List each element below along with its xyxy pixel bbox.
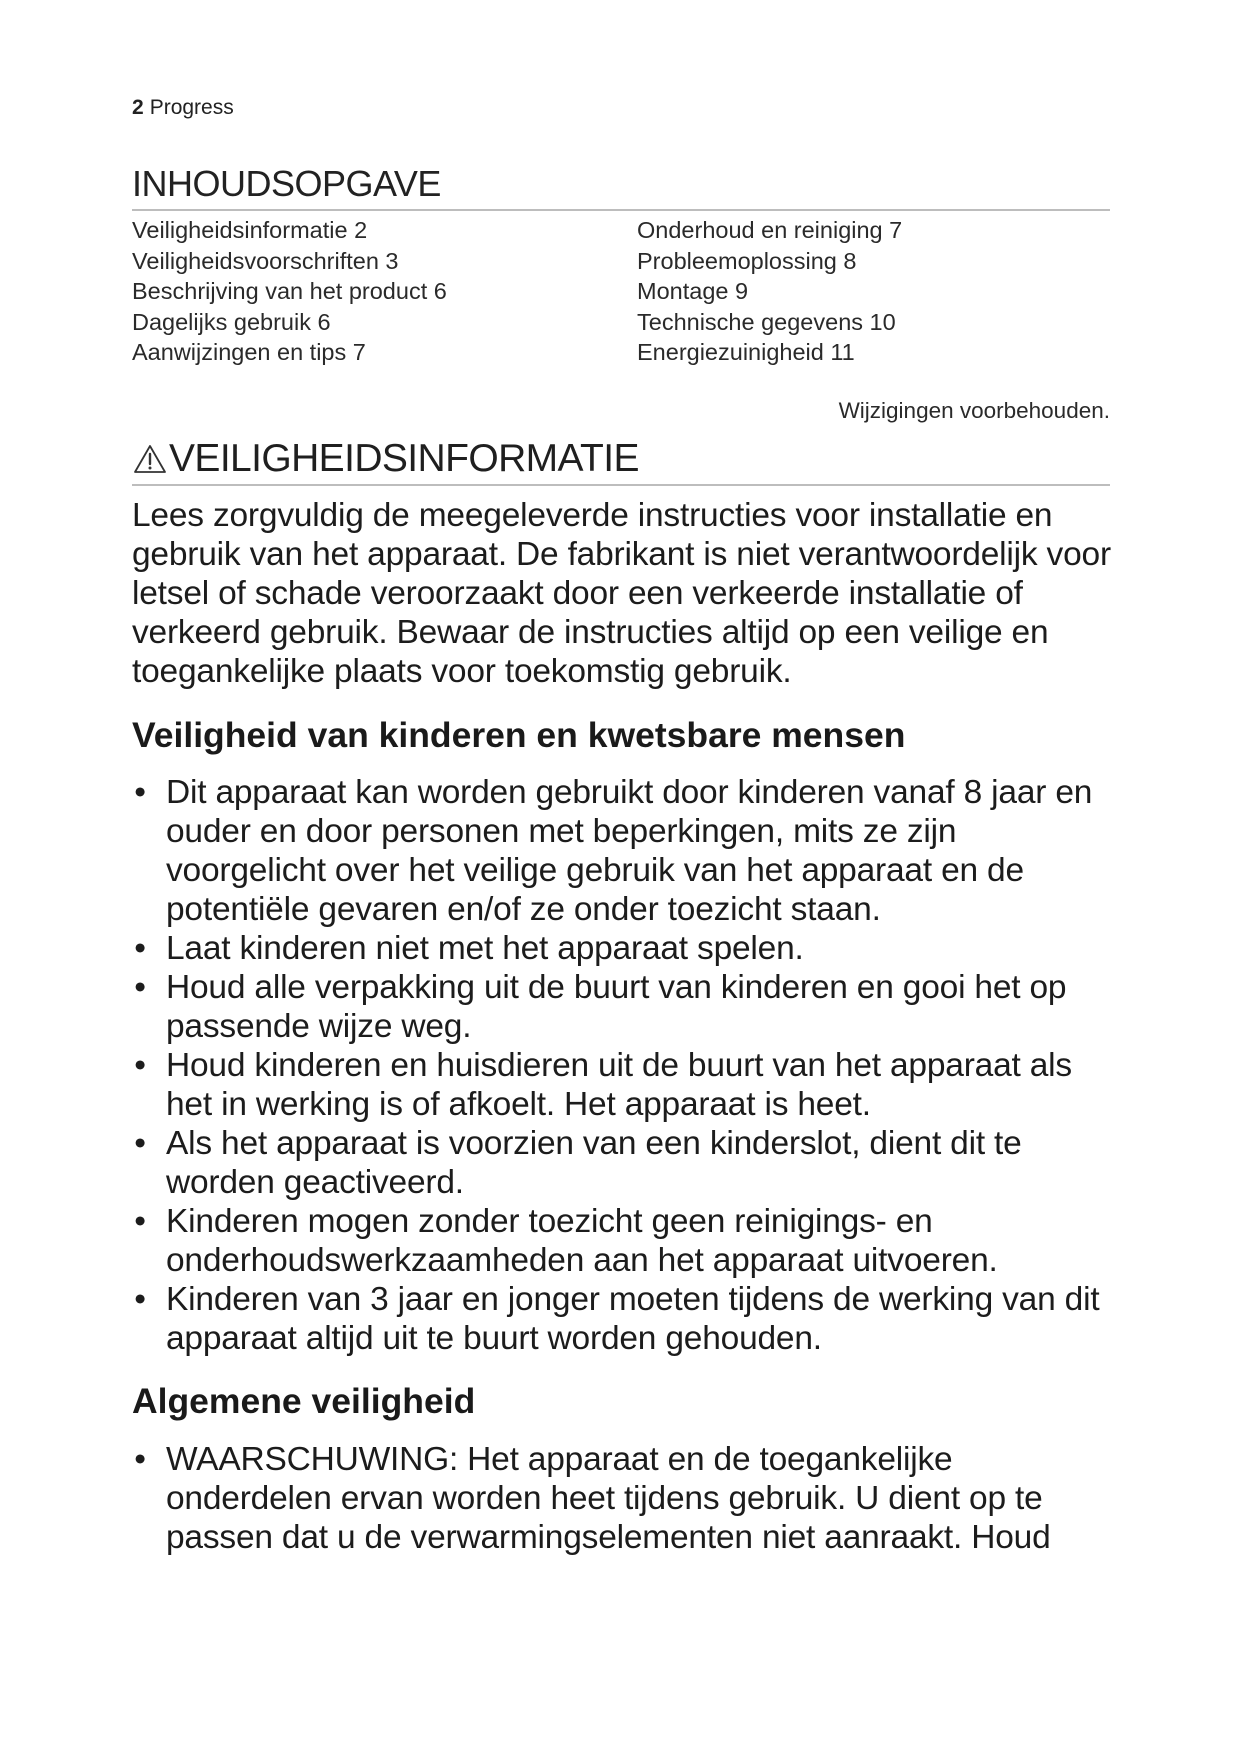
bullet-icon: • — [134, 1281, 146, 1318]
toc-item[interactable]: Veiligheidsinformatie 2 — [132, 217, 368, 243]
list-item-text: Dit apparaat kan worden gebruikt door kinderen vanaf 8 jaar en ouder en door personen met beperkingen, mits ze zijn voorgelicht over het veilige gebruik van het apparaat en de potentiële gevaren en/of ze onder toezicht staan. — [166, 774, 1093, 928]
toc-item[interactable]: Dagelijks gebruik 6 — [132, 308, 331, 335]
list-item — [132, 1046, 1117, 1124]
list-item — [132, 773, 1117, 929]
toc-item[interactable]: Probleemoplossing 8 — [637, 247, 857, 274]
list-item-text: Als het apparaat is voorzien van een kinderslot, dient dit te worden geactiveerd. — [166, 1125, 1022, 1201]
toc-item[interactable]: Beschrijving van het product 6 — [132, 278, 447, 304]
toc-item[interactable]: Aanwijzingen en tips 7 — [132, 339, 366, 365]
toc-item[interactable]: Energiezuinigheid 11 — [637, 339, 855, 365]
toc-right-column — [637, 215, 902, 368]
page-number: 2 — [132, 96, 144, 119]
children-safety-list — [132, 773, 1117, 1358]
table-of-contents — [132, 215, 1110, 368]
list-item-text: Laat kinderen niet met het apparaat spelen. — [166, 930, 804, 967]
section-title — [132, 437, 639, 481]
list-item-text: Houd kinderen en huisdieren uit de buurt van het apparaat als het in werking is of afkoelt. Het apparaat is heet. — [166, 1047, 1072, 1123]
list-item-text: Kinderen mogen zonder toezicht geen reinigings- en onderhoudswerkzaamheden aan het apparaat uitvoeren. — [166, 1203, 998, 1279]
bullet-icon: • — [134, 1125, 146, 1162]
toc-item[interactable]: Onderhoud en reiniging 7 — [637, 217, 903, 243]
bullet-icon: • — [134, 1441, 146, 1478]
list-item-text: Houd alle verpakking uit de buurt van kinderen en gooi het op passende wijze weg. — [166, 969, 1067, 1045]
intro-paragraph: Lees zorgvuldig de meegeleverde instructies voor installatie en gebruik van het apparaat. De fabrikant is niet verantwoordelijk voor letsel of schade veroorzaakt door een verkeerde installatie of verkeerd gebruik. Bewaar de instructies altijd op een veilige en toegankelijke plaats voor toekomstig gebruik. — [132, 497, 1111, 690]
list-item — [132, 1280, 1117, 1358]
general-safety-heading: Algemene veiligheid — [132, 1381, 476, 1421]
toc-title: INHOUDSOPGAVE — [132, 163, 441, 204]
bullet-icon: • — [134, 1047, 146, 1084]
page-header — [132, 96, 234, 120]
children-safety-heading: Veiligheid van kinderen en kwetsbare mensen — [132, 715, 906, 755]
toc-item[interactable]: Veiligheidsvoorschriften 3 — [132, 247, 399, 274]
toc-divider — [132, 209, 1110, 211]
bullet-icon: • — [134, 1203, 146, 1240]
general-safety-list — [132, 1440, 1117, 1557]
toc-left-column — [132, 215, 637, 368]
toc-item[interactable]: Technische gegevens 10 — [637, 308, 896, 335]
toc-item[interactable]: Montage 9 — [637, 278, 749, 304]
disclaimer-note: Wijzigingen voorbehouden. — [838, 398, 1110, 423]
list-item — [132, 1202, 1117, 1280]
list-item-text: Kinderen van 3 jaar en jonger moeten tijdens de werking van dit apparaat altijd uit te buurt worden gehouden. — [166, 1281, 1100, 1357]
bullet-icon: • — [134, 969, 146, 1006]
section-divider — [132, 484, 1110, 486]
list-item-text: WAARSCHUWING: Het apparaat en de toegankelijke onderdelen ervan worden heet tijdens gebruik. U dient op te passen dat u de verwarmingselementen niet aanraakt. Houd — [166, 1441, 1051, 1556]
bullet-icon: • — [134, 930, 146, 967]
list-item — [132, 1440, 1117, 1557]
section-title-text: VEILIGHEIDSINFORMATIE — [169, 437, 639, 480]
warning-triangle-icon — [132, 443, 168, 475]
list-item — [132, 929, 1117, 968]
list-item — [132, 1124, 1117, 1202]
bullet-icon: • — [134, 774, 146, 811]
list-item — [132, 968, 1117, 1046]
brand-name: Progress — [149, 96, 234, 119]
